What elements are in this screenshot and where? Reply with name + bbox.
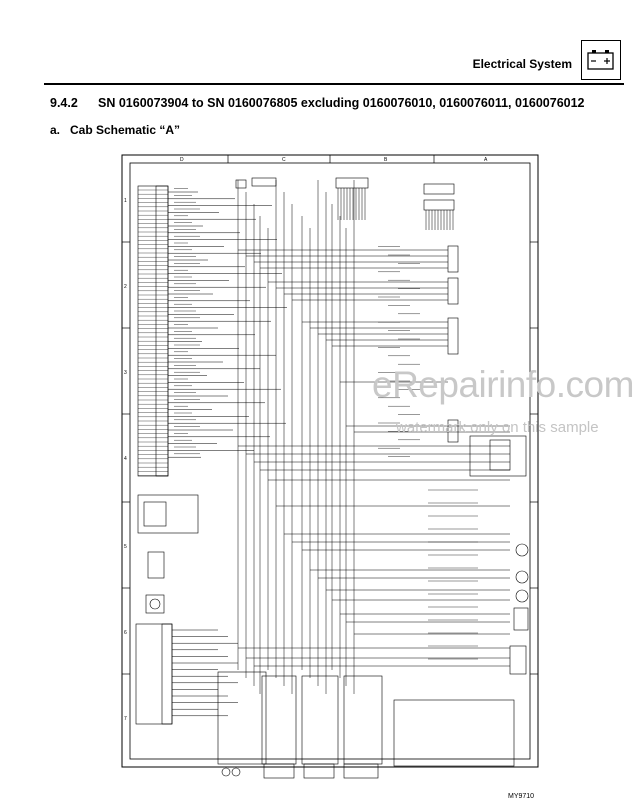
figure-id: MY9710 bbox=[508, 793, 535, 800]
border-number-1: 1 bbox=[124, 198, 127, 204]
border-letter-a: A bbox=[484, 157, 488, 163]
border-letter-d: D bbox=[180, 157, 184, 163]
section-heading bbox=[50, 96, 585, 110]
subsection-heading bbox=[50, 123, 180, 137]
border-letter-b: B bbox=[384, 157, 388, 163]
battery-icon bbox=[582, 41, 619, 78]
battery-icon-box bbox=[581, 40, 621, 80]
cab-schematic-diagram bbox=[118, 150, 542, 800]
subsection-letter: a. bbox=[50, 123, 61, 137]
border-number-5: 5 bbox=[124, 544, 127, 550]
section-title: SN 0160073904 to SN 0160076805 excluding 0160076010, 0160076011, 0160076012 bbox=[98, 96, 585, 110]
bottom-connectors bbox=[218, 672, 382, 778]
header-rule bbox=[44, 83, 624, 85]
border-number-3: 3 bbox=[124, 370, 127, 376]
top-connectors bbox=[236, 178, 454, 210]
border-number-6: 6 bbox=[124, 630, 127, 636]
main-connector-block bbox=[138, 186, 168, 476]
subsection-title: Cab Schematic “A” bbox=[70, 123, 181, 137]
section-number: 9.4.2 bbox=[50, 96, 78, 110]
border-number-7: 7 bbox=[124, 716, 127, 722]
watermark-brand: eRepairinfo.com bbox=[372, 364, 634, 405]
border-letter-c: C bbox=[282, 157, 286, 163]
watermark-note: watermark only on this sample bbox=[396, 419, 599, 436]
header-section-title: Electrical System bbox=[472, 57, 572, 71]
main-connector-pins bbox=[138, 190, 168, 476]
border-number-4: 4 bbox=[124, 456, 127, 462]
wiring-traces bbox=[168, 180, 510, 716]
border-number-2: 2 bbox=[124, 284, 127, 290]
